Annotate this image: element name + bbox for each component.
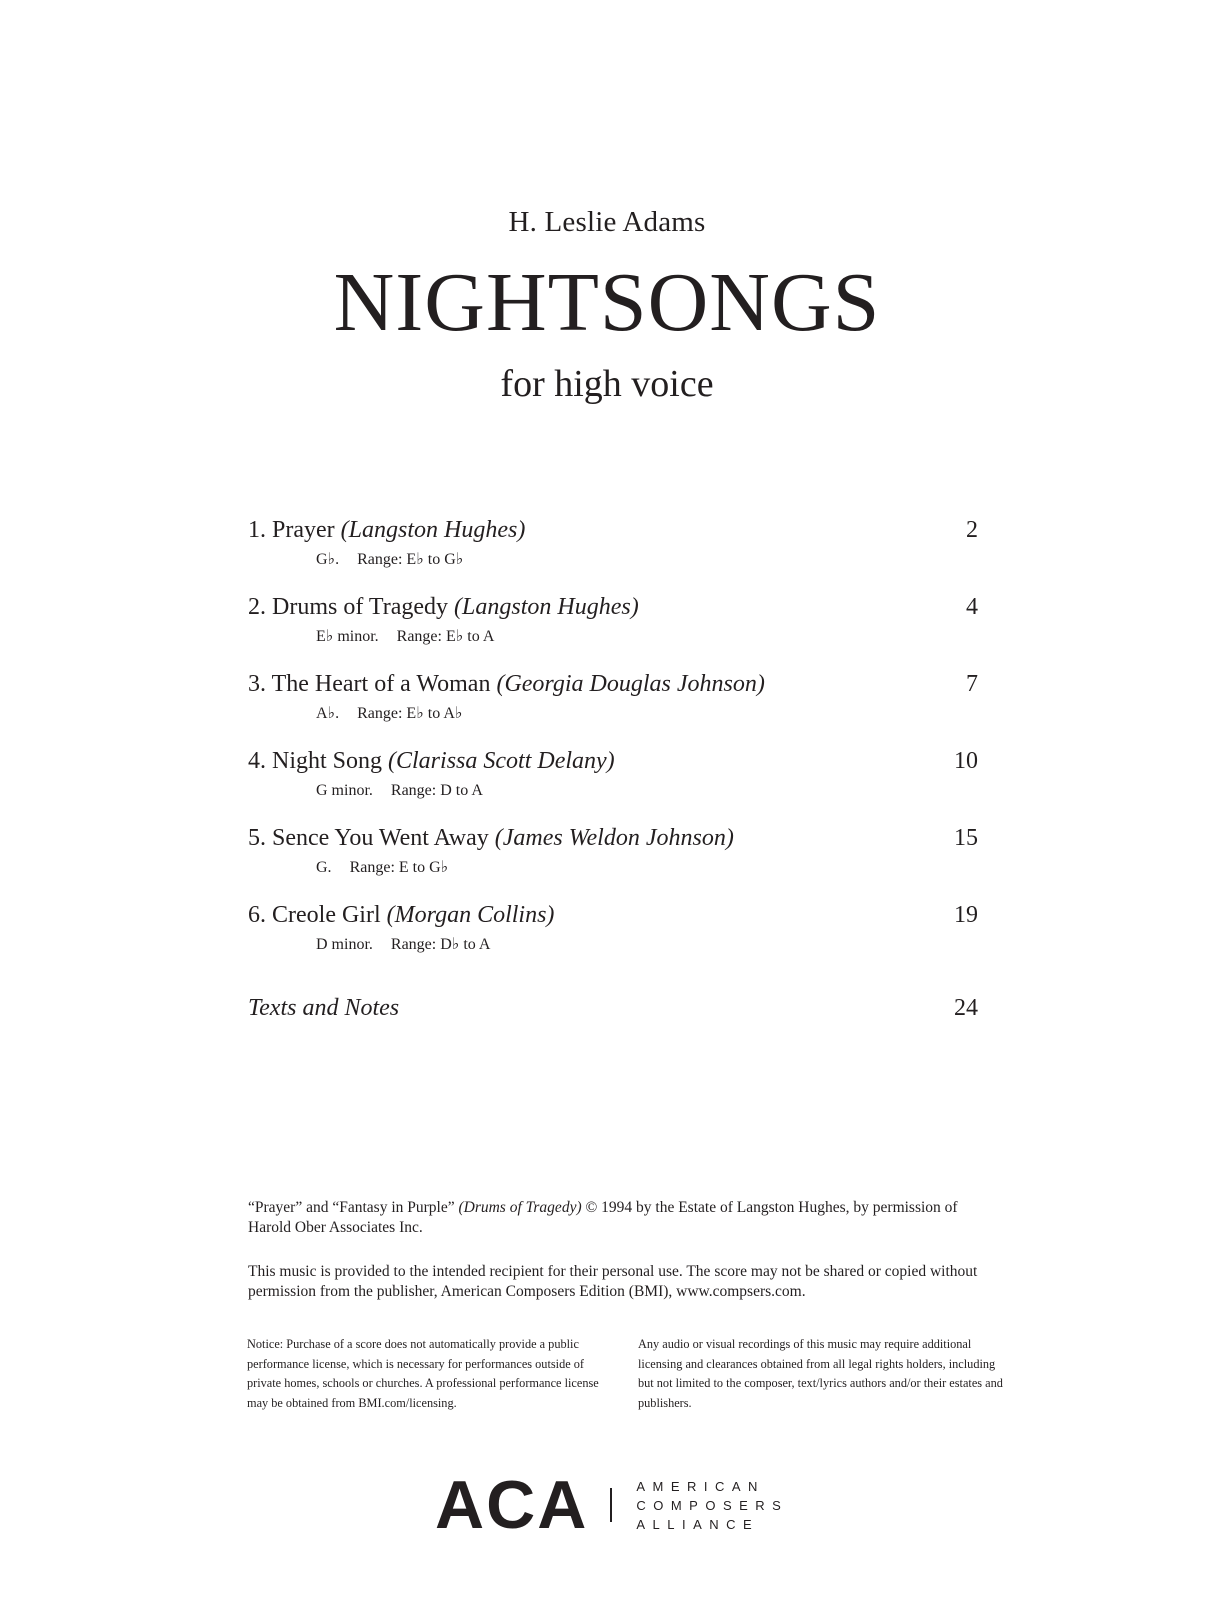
toc-entry	[248, 515, 978, 592]
toc-entry	[248, 823, 978, 900]
toc-entry-texts-and-notes	[248, 993, 978, 1023]
key-signature: E♭ minor.	[316, 628, 379, 645]
poet-name: (Langston Hughes)	[340, 517, 526, 543]
page-number: 4	[966, 594, 978, 620]
recording-license-notice: Any audio or visual recordings of this music may require additional licensing and clearances obtained from all legal rights holders, including but not limited to the composer, text/lyrics authors and/or their estates and publishers.	[638, 1337, 1003, 1410]
song-title: Creole Girl	[272, 902, 381, 928]
logo-line: ALLIANCE	[636, 1516, 760, 1532]
page-number: 19	[954, 902, 978, 928]
page-number: 7	[966, 671, 978, 697]
logo-line: AMERICAN	[636, 1478, 765, 1494]
toc-detail	[248, 857, 978, 879]
composer-name: H. Leslie Adams	[508, 206, 706, 238]
toc-number: 4.	[248, 748, 266, 774]
toc-entry-title	[248, 823, 734, 853]
toc-number: 3.	[248, 671, 266, 697]
toc-entry	[248, 669, 978, 746]
toc-entry-title	[248, 669, 765, 699]
vocal-range: Range: E to G♭	[349, 859, 449, 876]
key-signature: A♭.	[316, 705, 340, 722]
permission-text: “Prayer” and “Fantasy in Purple”	[248, 1199, 459, 1216]
toc-entry-title	[248, 746, 615, 776]
poet-name: (Georgia Douglas Johnson)	[496, 671, 765, 697]
toc-number: 5.	[248, 825, 266, 851]
page-number: 15	[954, 825, 978, 851]
song-title: Sence You Went Away	[272, 825, 489, 851]
permission-notice	[248, 1198, 988, 1238]
page-number: 2	[966, 517, 978, 543]
toc-detail	[248, 934, 978, 956]
poet-name: (Morgan Collins)	[386, 902, 555, 928]
page-number: 24	[954, 995, 978, 1021]
toc-detail	[248, 703, 978, 725]
toc-detail	[248, 549, 978, 571]
toc-entry	[248, 900, 978, 977]
usage-notice: This music is provided to the intended recipient for their personal use. The score may not be shared or copied without permission from the publisher, American Composers Edition (BMI), www.compsers.com.	[248, 1263, 978, 1300]
toc-entry	[248, 746, 978, 823]
toc-detail	[248, 780, 978, 802]
toc-number: 1.	[248, 517, 266, 543]
performance-license-notice: Notice: Purchase of a score does not automatically provide a public performance license, which is necessary for performances outside of private homes, schools or churches. A professional performance license may be obtained from BMI.com/licensing.	[247, 1337, 599, 1410]
logo-divider	[610, 1488, 612, 1522]
vocal-range: Range: D♭ to A	[390, 936, 491, 953]
logo-wordmark	[636, 1477, 788, 1534]
vocal-range: Range: E♭ to G♭	[357, 551, 464, 568]
work-title: NIGHTSONGS	[333, 256, 881, 349]
song-title: The Heart of a Woman	[271, 671, 491, 697]
toc-number: 2.	[248, 594, 266, 620]
key-signature: G.	[316, 859, 332, 876]
logo-line: COMPOSERS	[636, 1497, 789, 1513]
song-title: Prayer	[272, 517, 335, 543]
poet-name: (Clarissa Scott Delany)	[388, 748, 615, 774]
vocal-range: Range: E♭ to A♭	[357, 705, 463, 722]
section-title: Texts and Notes	[248, 995, 400, 1021]
toc-detail	[248, 626, 978, 648]
vocal-range: Range: E♭ to A	[396, 628, 495, 645]
table-of-contents	[248, 515, 978, 1023]
song-title: Night Song	[272, 748, 383, 774]
permission-text: © 1994 by the Estate of Langston Hughes, by permission of Harold Ober Associates Inc.	[248, 1199, 958, 1236]
permission-italic: (Drums of Tragedy)	[458, 1199, 582, 1216]
song-title: Drums of Tragedy	[272, 594, 449, 620]
toc-entry-title	[248, 900, 554, 930]
key-signature: G♭.	[316, 551, 340, 568]
page-number: 10	[954, 748, 978, 774]
toc-entry	[248, 592, 978, 669]
key-signature: D minor.	[316, 936, 373, 953]
poet-name: (James Weldon Johnson)	[494, 825, 734, 851]
toc-entry-title	[248, 592, 639, 622]
vocal-range: Range: D to A	[390, 782, 483, 799]
aca-logo	[435, 1467, 789, 1543]
key-signature: G minor.	[316, 782, 373, 799]
logo-mark: ACA	[435, 1467, 589, 1543]
toc-number: 6.	[248, 902, 266, 928]
toc-entry-title	[248, 515, 525, 545]
poet-name: (Langston Hughes)	[454, 594, 639, 620]
work-subtitle: for high voice	[500, 363, 714, 405]
